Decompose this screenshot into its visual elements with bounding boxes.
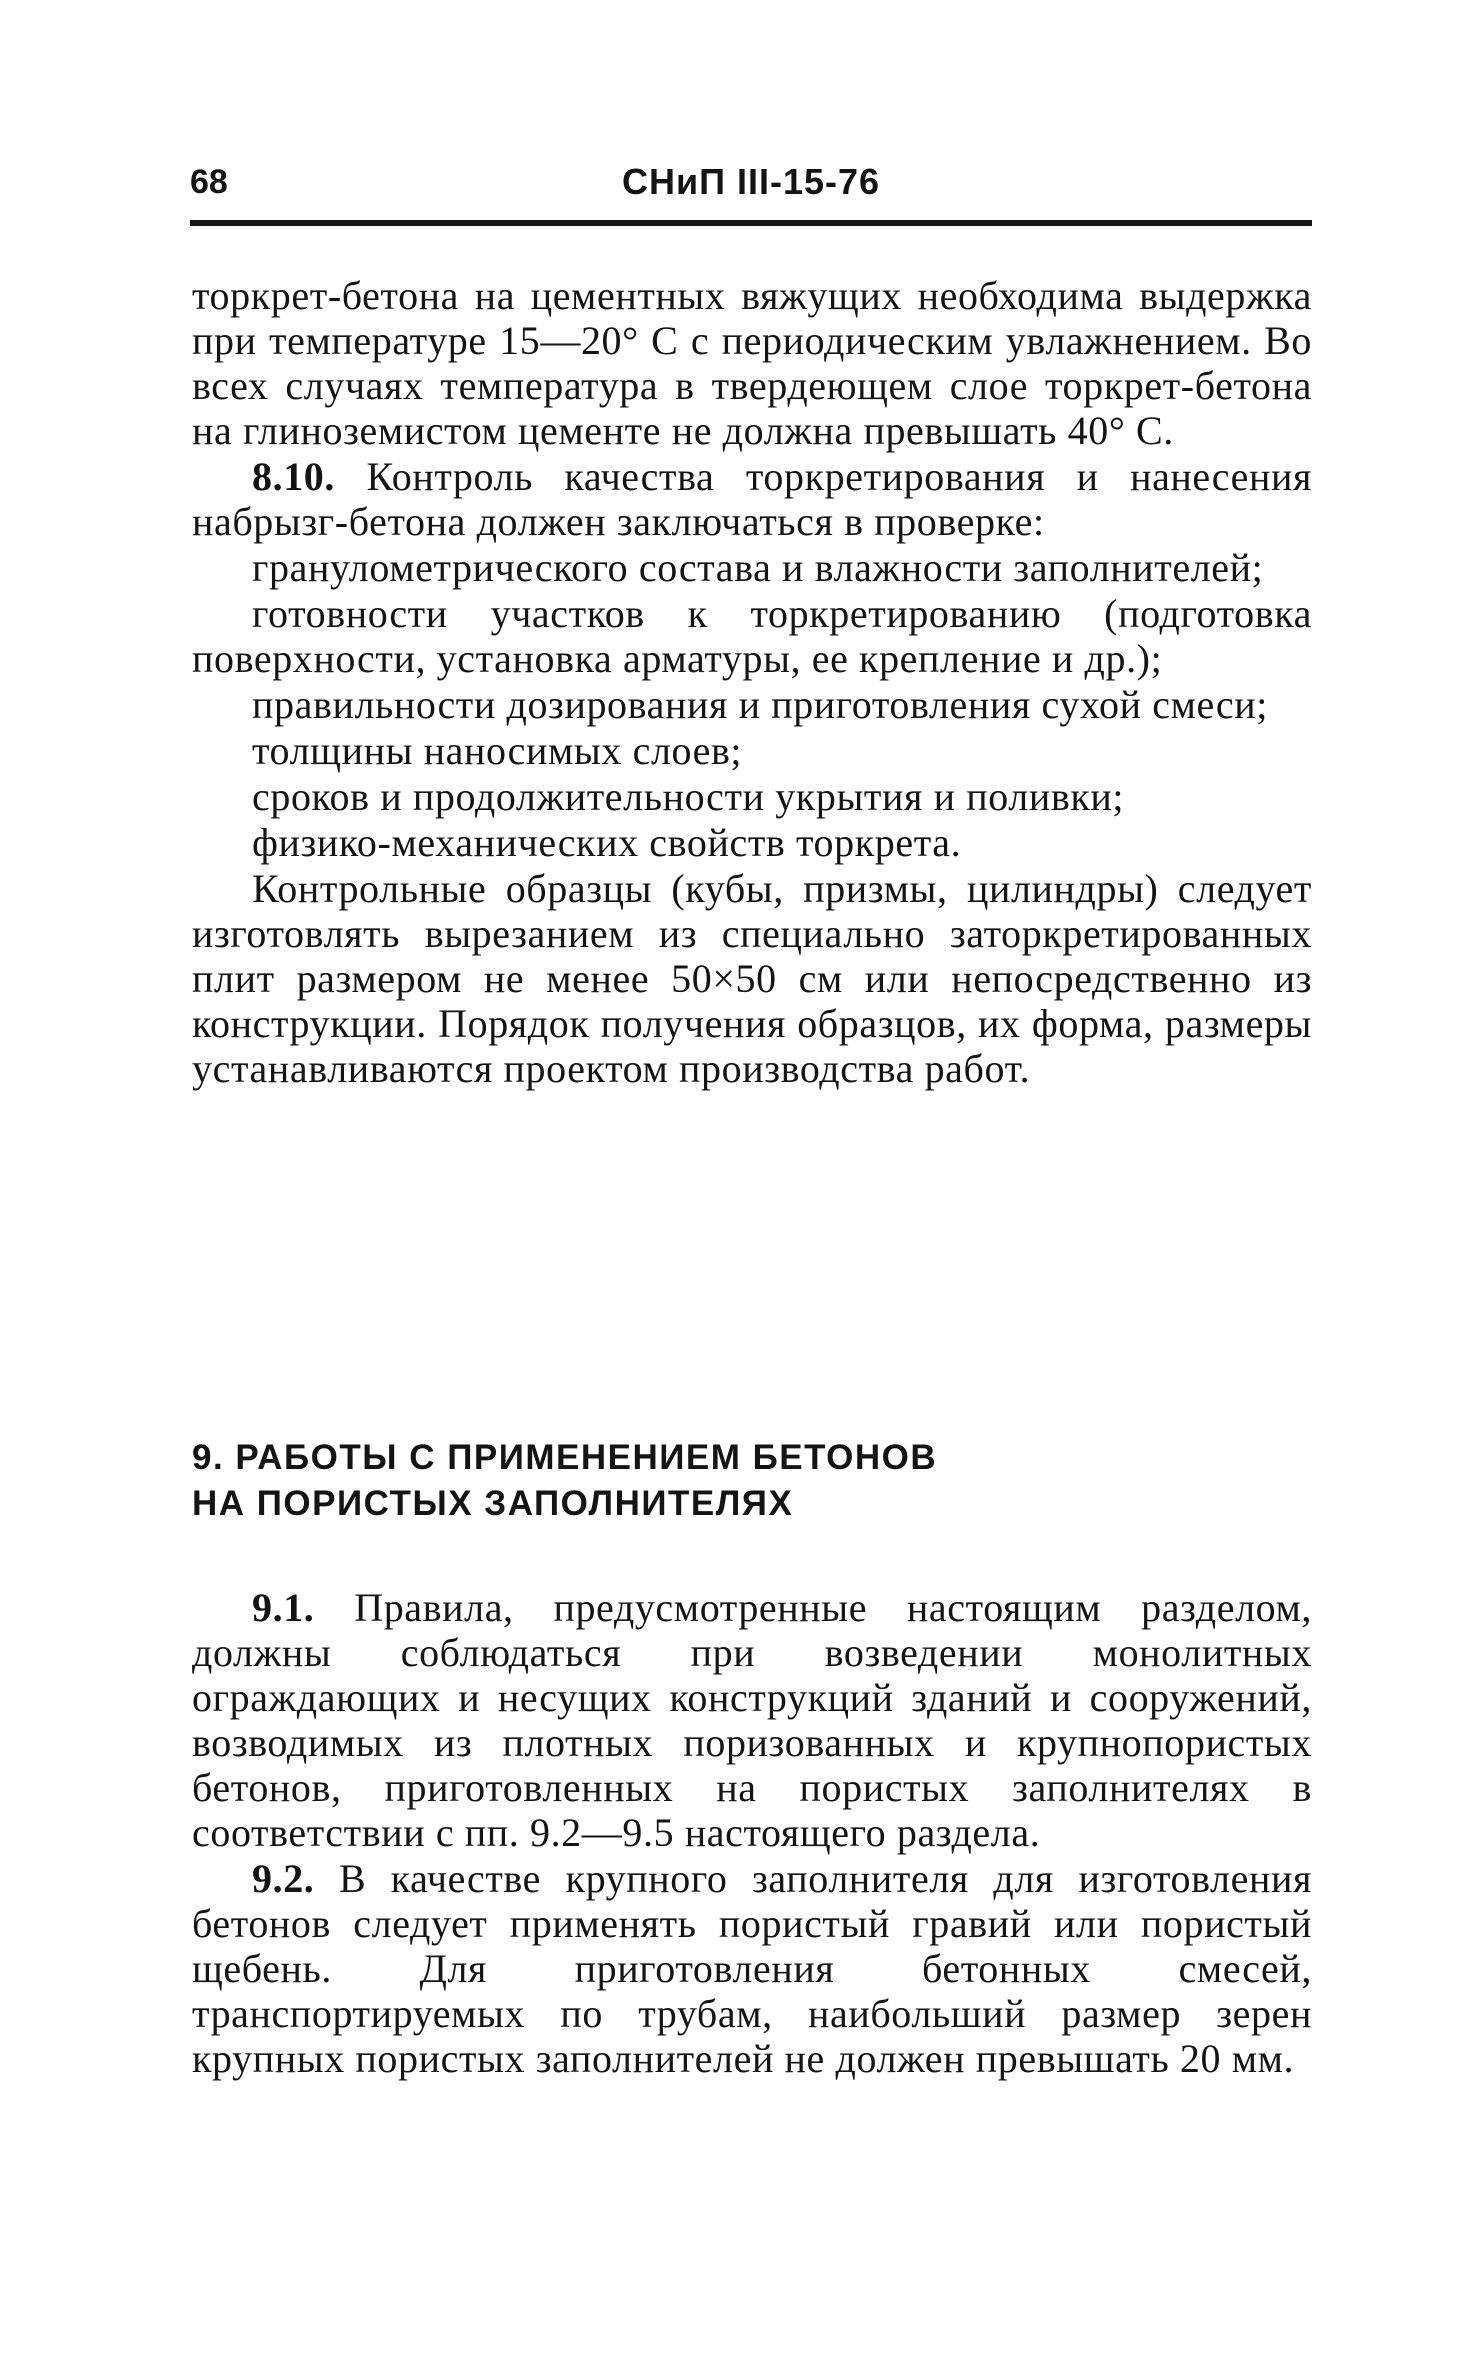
section-9-text bbox=[192, 1585, 1312, 2081]
section-heading-line-1: 9. РАБОТЫ С ПРИМЕНЕНИЕМ БЕТОНОВ bbox=[192, 1438, 938, 1477]
section-heading-line-2: НА ПОРИСТЫХ ЗАПОЛНИТЕЛЯХ bbox=[192, 1484, 794, 1523]
checklist-item: готовности участков к торкретированию (подготовка поверхности, установка арматуры, ее крепление и др.); bbox=[192, 591, 1312, 681]
clause-9-2 bbox=[192, 1856, 1312, 2081]
checklist-item: правильности дозирования и приготовления сухой смеси; bbox=[252, 682, 1268, 727]
clause-number: 9.1. bbox=[252, 1585, 315, 1630]
checklist-item: сроков и продолжительности укрытия и поливки; bbox=[252, 774, 1125, 819]
clause-number: 9.2. bbox=[252, 1856, 315, 1901]
checklist-item: физико-механических свойств торкрета. bbox=[252, 820, 962, 865]
clause-9-1 bbox=[192, 1585, 1312, 1855]
checklist-item: гранулометрического состава и влажности заполнителей; bbox=[252, 545, 1264, 590]
clause-number: 8.10. bbox=[252, 454, 335, 499]
clause-text: В качестве крупного заполнителя для изготовления бетонов следует применять пористый гравий или пористый щебень. Для приготовления бетонных смесей, транспортируемых по трубам, наибольший размер зерен крупных пористых заполнителей не должен превышать 20 мм. bbox=[192, 1856, 1312, 2081]
page-number: 68 bbox=[190, 163, 228, 201]
section-8-text bbox=[192, 273, 1312, 1091]
checklist-item: толщины наносимых слоев; bbox=[252, 728, 743, 773]
header-rule bbox=[190, 220, 1312, 226]
samples-paragraph: Контрольные образцы (кубы, призмы, цилиндры) следует изготовлять вырезанием из специально заторкретированных плит размером не менее 50×50 см или непосредственно из конструкции. Порядок получения образцов, их форма, размеры устанавливаются проектом производства работ. bbox=[192, 866, 1312, 1091]
clause-text: Контроль качества торкретирования и нанесения набрызг-бетона должен заключаться в проверке: bbox=[192, 454, 1312, 544]
clause-8-10 bbox=[192, 454, 1312, 544]
document-code: СНиП III-15-76 bbox=[621, 161, 881, 202]
opening-paragraph: торкрет-бетона на цементных вяжущих необходима выдержка при температуре 15—20° С с периодическим увлажнением. Во всех случаях температура в твердеющем слое торкрет-бетона на глиноземистом цементе не должна превышать 40° С. bbox=[192, 273, 1312, 453]
clause-text: Правила, предусмотренные настоящим разделом, должны соблюдаться при возведении монолитных ограждающих и несущих конструкций зданий и сооружений, возводимых из плотных поризованных и крупнопористых бетонов, приготовленных на пористых заполнителях в соответствии с пп. 9.2—9.5 настоящего раздела. bbox=[192, 1585, 1312, 1855]
page-header bbox=[190, 160, 1312, 210]
section-heading bbox=[192, 1435, 1312, 1527]
